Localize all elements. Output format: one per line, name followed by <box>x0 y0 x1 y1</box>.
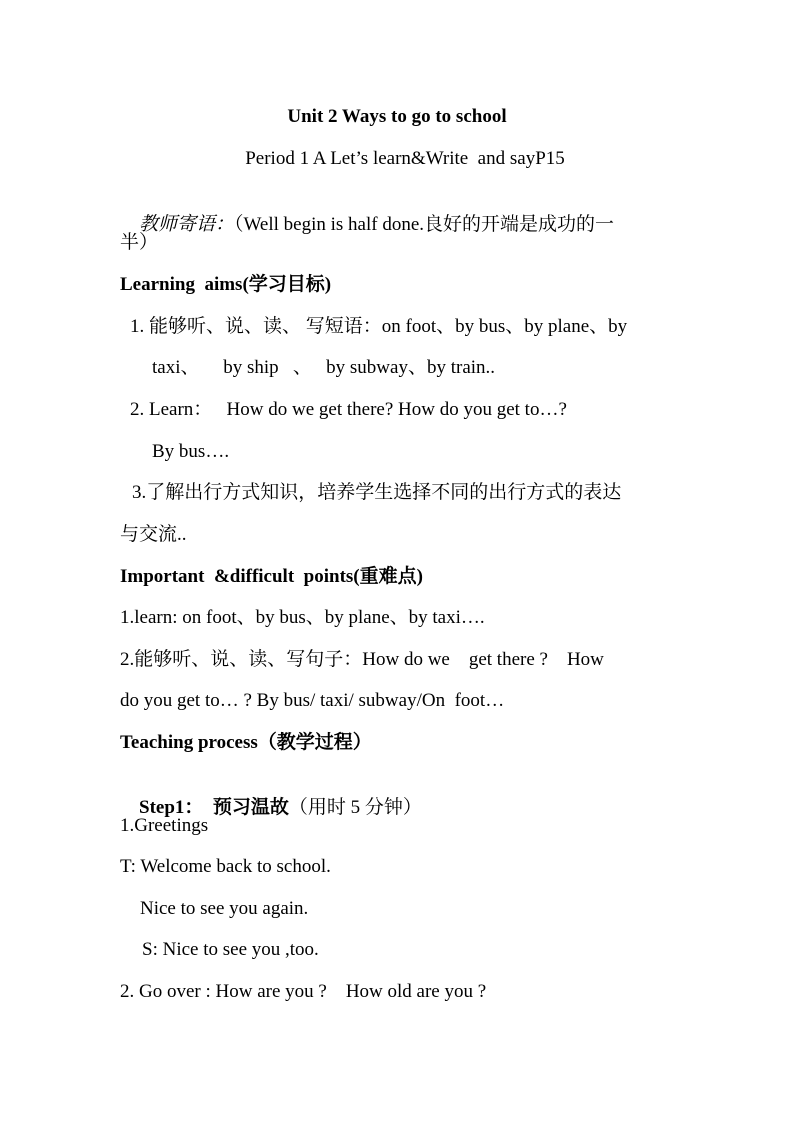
step1-line: Nice to see you again. <box>140 898 309 919</box>
motto-continuation: 半） <box>120 232 159 253</box>
points-heading: Important &difficult points(重难点) <box>120 566 423 587</box>
aims-heading: Learning aims(学习目标) <box>120 274 332 295</box>
point-item: do you get to… ? By bus/ taxi/ subway/On foot… <box>120 690 505 711</box>
aim-item: By bus…. <box>152 441 230 462</box>
aim-item: 1. 能够听、说、读、 写短语：on foot、by bus、by plane、by <box>130 316 628 337</box>
step1-title: Step1： 预习温故 <box>139 797 289 818</box>
motto-text: （Well begin is half done.良好的开端是成功的一 <box>234 214 615 235</box>
doc-title: Unit 2 Ways to go to school <box>287 106 507 127</box>
aim-item: taxi、 by ship 、 by subway、by train.. <box>152 357 496 378</box>
point-item: 2.能够听、说、读、写句子：How do we get there ? How <box>120 649 604 670</box>
teacher-motto <box>120 189 614 261</box>
point-item: 1.learn: on foot、by bus、by plane、by taxi…. <box>120 607 485 628</box>
aim-item: 2. Learn： How do we get there? How do you get to…? <box>130 399 567 420</box>
step1-line: 1.Greetings <box>120 815 209 836</box>
process-heading: Teaching process（教学过程） <box>120 732 372 753</box>
step1-line: S: Nice to see you ,too. <box>142 939 319 960</box>
step1-line: 2. Go over : How are you ? How old are you ? <box>120 981 487 1002</box>
step1-line: T: Welcome back to school. <box>120 856 331 877</box>
step1-note: （用时 5 分钟） <box>288 797 422 818</box>
motto-label: 教师寄语： <box>139 214 235 235</box>
aim-item: 3.了解出行方式知识，培养学生选择不同的出行方式的表达 <box>132 482 622 503</box>
aim-item: 与交流.. <box>120 524 187 545</box>
doc-subtitle: Period 1 A Let’s learn&Write and sayP15 <box>245 148 565 169</box>
